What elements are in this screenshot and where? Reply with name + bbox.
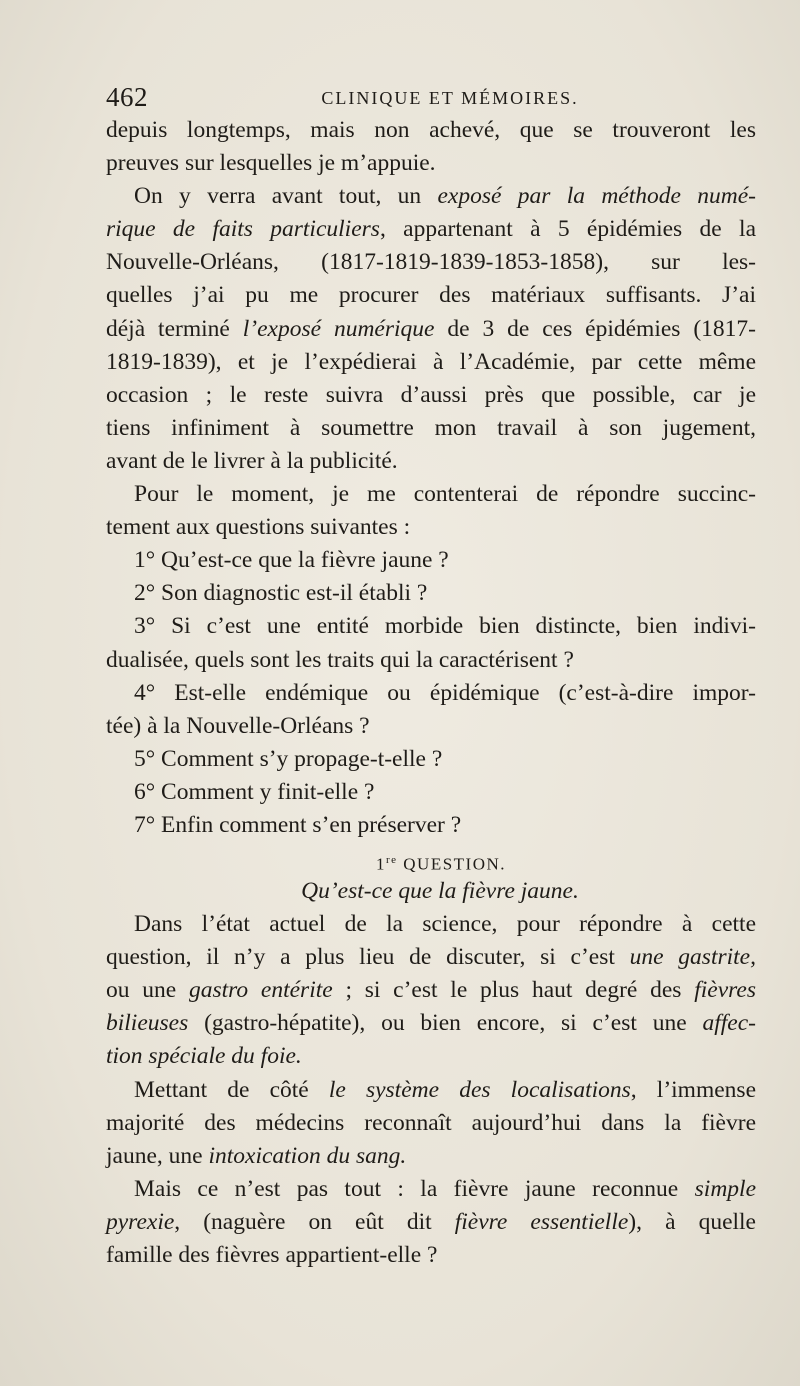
question-item: 2° Son diagnostic est-il établi ? [134, 580, 428, 607]
text-line: pyrexie, (naguère on eût dit fièvre essentielle), à quelle [106, 1208, 756, 1235]
text-line: Mettant de côté le système des localisations, l’immense [134, 1076, 756, 1103]
running-head: CLINIQUE ET MÉMOIRES. [321, 88, 579, 108]
text-line: rique de faits particuliers, appartenant à 5 épidémies de la [106, 216, 757, 243]
section-heading: 1re QUESTION. [375, 854, 507, 874]
question-item-continuation: dualisée, quels sont les traits qui la caractérisent ? [106, 646, 574, 673]
text-line: déjà terminé l’exposé numérique de 3 de ces épidémies (1817- [106, 315, 756, 342]
text-line: tement aux questions suivantes : [106, 514, 411, 541]
text-line: avant de le livrer à la publicité. [106, 447, 398, 474]
text-line: quelles j’ai pu me procurer des matériaux suffisants. J’ai [106, 282, 756, 309]
text-line: bilieuses (gastro-hépatite), ou bien encore, si c’est une affec- [106, 1010, 756, 1037]
paragraph [106, 180, 756, 478]
question-item-continuation: tée) à la Nouvelle-Orléans ? [106, 712, 370, 739]
text-line: famille des fièvres appartient-elle ? [106, 1242, 438, 1268]
text-line: question, il n’y a plus lieu de discuter, si c’est une gastrite, [106, 944, 756, 971]
question-item: 3° Si c’est une entité morbide bien distincte, bien indivi- [134, 613, 756, 640]
page-header [106, 82, 754, 114]
text-line: Mais ce n’est pas tout : la fièvre jaune reconnue simple [134, 1175, 756, 1202]
text-line: Pour le moment, je me contenterai de répondre succinc- [134, 481, 756, 508]
text-line: Dans l’état actuel de la science, pour répondre à cette [134, 911, 756, 938]
page-body [106, 114, 756, 1272]
paragraph [106, 114, 756, 180]
text-line: tiens infiniment à soumettre mon travail à son jugement, [106, 414, 756, 441]
question-item: 1° Qu’est-ce que la fièvre jaune ? [134, 547, 449, 574]
text-line: tion spéciale du foie. [106, 1043, 302, 1070]
text-line: ou une gastro entérite ; si c’est le plus haut degré des fièvres [106, 977, 756, 1004]
paragraph [106, 908, 756, 1073]
text-line: On y verra avant tout, un exposé par la méthode numé- [134, 183, 756, 210]
question-item: 5° Comment s’y propage-t-elle ? [134, 745, 443, 772]
text-line: 1819-1839), et je l’expédierai à l’Académie, par cette même [106, 348, 756, 375]
paragraph [106, 1074, 756, 1173]
paragraph [106, 478, 756, 544]
section-title: Qu’est-ce que la fièvre jaune. [301, 878, 579, 905]
question-item: 7° Enfin comment s’en préserver ? [134, 811, 462, 838]
question-item: 4° Est-elle endémique ou épidémique (c’est-à-dire impor- [134, 679, 756, 706]
question-item: 6° Comment y finit-elle ? [134, 778, 375, 805]
text-line: preuves sur lesquelles je m’appuie. [106, 150, 436, 177]
question-list [106, 544, 756, 842]
paragraph [106, 1173, 756, 1272]
text-line: depuis longtemps, mais non achevé, que se trouveront les [106, 117, 756, 143]
text-line: majorité des médecins reconnaît aujourd’hui dans la fièvre [106, 1109, 756, 1136]
text-line: Nouvelle-Orléans, (1817-1819-1839-1853-1858), sur les- [106, 249, 756, 276]
text-line: jaune, une intoxication du sang. [106, 1142, 407, 1169]
text-line: occasion ; le reste suivra d’aussi près que possible, car je [106, 381, 756, 408]
page-number: 462 [106, 82, 148, 112]
